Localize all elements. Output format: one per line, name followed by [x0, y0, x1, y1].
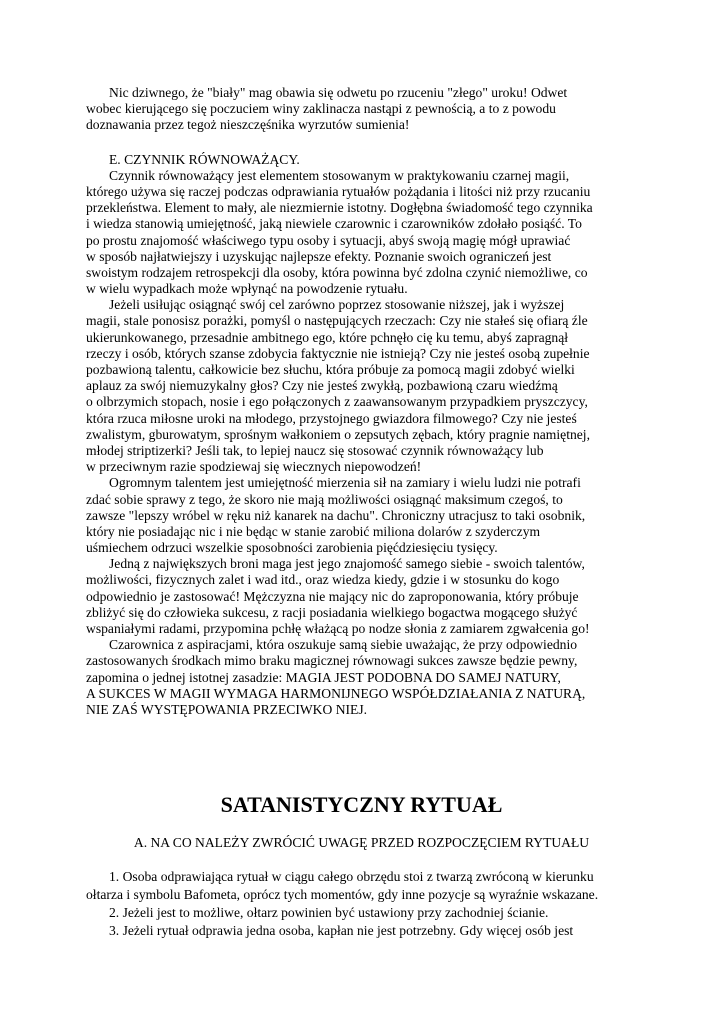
- paragraph: [86, 556, 646, 637]
- text-line: 3. Jeżeli rytuał odprawia jedna osoba, kapłan nie jest potrzebny. Gdy więcej osób jest: [109, 923, 574, 938]
- text-line: zapomina o jednej istotnej zasadzie: MAGIA JEST PODOBNA DO SAMEJ NATURY,: [86, 669, 561, 685]
- text-line: młodej striptizerki? Jeśli tak, to lepiej naucz się stosować czynnik równoważący lub: [86, 442, 544, 458]
- spacer: [86, 134, 646, 152]
- text-line: pozbawioną talentu, całkowicie bez słuchu, która próbuje za pomocą magii zdobyć wielki: [86, 362, 575, 377]
- intro-paragraph: [86, 85, 646, 134]
- page-body: [86, 85, 646, 718]
- paragraph: [86, 637, 646, 718]
- paragraph: [86, 297, 646, 475]
- rule-item: [86, 868, 646, 904]
- rule-item: [86, 922, 646, 940]
- text-line: wobec kierującego się poczuciem winy zaklinacza nastąpi z pewnością, a to z powodu: [86, 101, 556, 117]
- paragraph: [86, 475, 646, 556]
- text-line: 1. Osoba odprawiająca rytuał w ciągu całego obrzędu stoi z twarzą zwróconą w kierunku: [109, 869, 594, 884]
- text-line: magii, stale ponosisz porażki, pomyśl o następujących rzeczach: Czy nie stałeś się ofiarą źle: [86, 313, 588, 329]
- text-line: rzeczy i osób, których szanse zdobycia faktycznie nie istnieją? Czy nie jesteś osobą zupełnie: [86, 345, 590, 361]
- section-heading: E. CZYNNIK RÓWNOWAŻĄCY.: [109, 151, 300, 167]
- text-line: możliwości, fizycznych zalet i wad itd., oraz wiedza kiedy, gdzie i w stosunku do kogo: [86, 572, 560, 588]
- text-line: który nie posiadając nic i nie będąc w stanie zarobić miliona dolarów z szyderczym: [86, 523, 541, 539]
- text-line: w wielu wypadkach może wpłynąć na powodzenie rytuału.: [86, 281, 408, 297]
- text-line: 2. Jeżeli jest to możliwe, ołtarz powinien być ustawiony przy zachodniej ścianie.: [109, 905, 549, 920]
- text-line: zawsze "lepszy wróbel w ręku niż kanarek na dachu". Chroniczny utracjusz to taki osobnik,: [86, 507, 586, 523]
- text-line: Jedną z największych broni maga jest jego znajomość samego siebie - swoich talentów,: [109, 556, 585, 572]
- text-line: która rzuca miłosne uroki na młodego, przystojnego gwiazdora filmowego? Czy nie jesteś: [86, 410, 577, 426]
- text-line: wspaniałymi radami, przypomina pchłę włażącą po nodze słonia z zamiarem zgwałcenia go!: [86, 621, 590, 636]
- text-line: uśmiechem odrzuci wszelkie sposobności zarobienia pięćdziesięciu tysięcy.: [86, 540, 498, 556]
- text-line: o olbrzymich stopach, nosie i ego połączonych z zaawansowanym przypadkiem pryszczycy,: [86, 394, 588, 410]
- text-line: aplauz za swój niemuzykalny głos? Czy nie jesteś zwykłą, pozbawioną czaru wiedźmą: [86, 378, 558, 394]
- text-line: po prostu znajomość właściwego typu osoby i sytuacji, abyś swoją magię mógł uprawiać: [86, 232, 571, 248]
- text-line: Nic dziwnego, że "biały" mag obawia się odwetu po rzuceniu "złego" uroku! Odwet: [109, 85, 568, 100]
- text-line: ołtarza i symbolu Bafometa, oprócz tych momentów, gdy inne pozycje są wyraźnie wskazane.: [86, 887, 599, 902]
- text-line: Czynnik równoważący jest elementem stosowanym w praktykowaniu czarnej magii,: [109, 167, 570, 183]
- chapter-title: SATANISTYCZNY RYTUAŁ: [220, 792, 503, 817]
- text-line: zwalistym, gburowatym, sprośnym wałkoniem o zepsutych zębach, który pragnie namiętnej,: [86, 426, 590, 442]
- paragraph: [86, 168, 646, 298]
- rule-item: [86, 904, 646, 922]
- text-line: Jeżeli usiłując osiągnąć swój cel zarówno poprzez stosowanie niższej, jak i wyższej: [109, 297, 565, 313]
- chapter-subtitle: A. NA CO NALEŻY ZWRÓCIĆ UWAGĘ PRZED ROZPOCZĘCIEM RYTUAŁU: [133, 835, 590, 850]
- text-line: NIE ZAŚ WYSTĘPOWANIA PRZECIWKO NIEJ.: [86, 701, 368, 717]
- text-line: w przeciwnym razie spodziewaj się wiecznych niepowodzeń!: [86, 459, 422, 475]
- text-line: swoistym rodzajem retrospekcji dla osoby, która powinna być zdolna czynić niemożliwe, co: [86, 264, 588, 280]
- text-line: odpowiednio je zastosować! Mężczyzna nie mający nic do zaproponowania, który próbuje: [86, 588, 579, 604]
- text-line: zdać sobie sprawy z tego, że skoro nie mają możliwości osiągnąć maksimum czegoś, to: [86, 491, 563, 507]
- text-line: Ogromnym talentem jest umiejętność mierzenia sił na zamiary i wielu ludzi nie potrafi: [109, 475, 581, 491]
- text-line: przekleństwa. Element to mały, ale niezmiernie istotny. Dogłębna świadomość tego czynnika: [86, 200, 593, 216]
- text-line: doznawania przez tegoż nieszczęśnika wyrzutów sumienia!: [86, 117, 410, 133]
- text-line: zbliżyć się do człowieka sukcesu, z racji posiadania wielkiego bogactwa mogącego służyć: [86, 604, 578, 620]
- text-line: ukierunkowanego, przesadnie ambitnego ego, które pchnęło cię ku temu, abyś zapragnął: [86, 329, 569, 345]
- text-line: zastosowanych środkach mimo braku magicznej równowagi sukces zawsze będzie pewny,: [86, 653, 578, 669]
- text-line: A SUKCES W MAGII WYMAGA HARMONIJNEGO WSPÓŁDZIAŁANIA Z NATURĄ,: [86, 685, 586, 701]
- text-line: w sposób najłatwiejszy i uzyskując najlepsze efekty. Poznanie swoich ograniczeń jest: [86, 248, 552, 264]
- text-line: którego używa się raczej podczas odprawiania rytuałów pożądania i litości niż przy rzucaniu: [86, 183, 591, 199]
- rules-list: [86, 868, 646, 940]
- section-e: [86, 152, 646, 719]
- text-line: i wiedza stanowią umiejętność, jaką niewiele czarownic i czarowników zdołało posiąść. To: [86, 216, 582, 232]
- text-line: Czarownica z aspiracjami, która oszukuje samą siebie uważając, że przy odpowiednio: [109, 637, 578, 653]
